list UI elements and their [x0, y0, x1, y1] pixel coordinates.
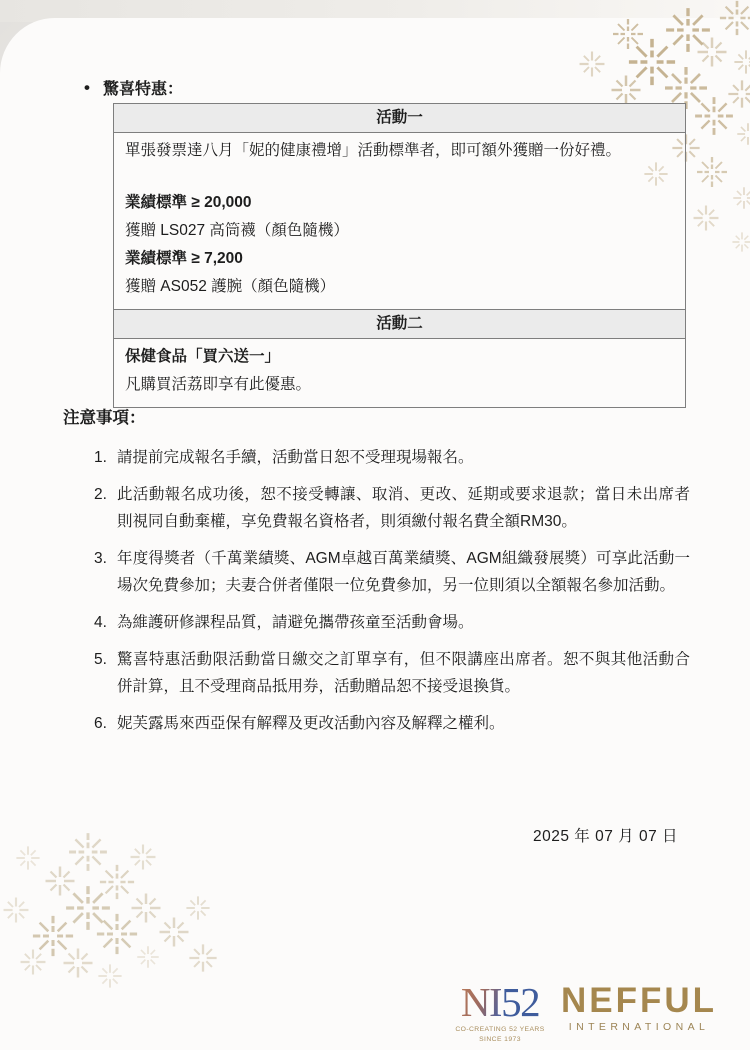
activity2-cell [114, 339, 686, 408]
nefful-logo [561, 981, 718, 1034]
activity2-subtitle: 保健食品「買六送一」 [125, 348, 281, 365]
promo-heading: 驚喜特惠： [102, 81, 183, 98]
date-stamp: 2025 年 07 月 07 日 [533, 828, 678, 845]
note-item-2: 2. 此活動報名成功後，恕不接受轉讓、取消、更改、延期或要求退款；當日未出席者則視同自動棄權，享免費報名資格者，則須繳付報名費全額RM30。 [94, 486, 690, 530]
activity2-body: 凡購買活荔即享有此優惠。 [125, 376, 312, 393]
notes-section [63, 404, 690, 747]
ni52-anniversary-logo [452, 979, 548, 1045]
note-item-5: 5. 驚喜特惠活動限活動當日繳交之訂單享有，但不限講座出席者。恕不與其他活動合併計算，且不受理商品抵用券，活動贈品恕不接受退換貨。 [94, 651, 690, 695]
footer-logos [452, 979, 718, 1045]
note-item-4: 4. 為維護研修課程品質，請避免攜帶孩童至活動會場。 [94, 614, 474, 631]
activity1-intro: 單張發票達八月「妮的健康禮增」活動標準者，即可額外獲贈一份好禮。 [125, 142, 622, 159]
note-item-6: 6. 妮芙露馬來西亞保有解釋及更改活動內容及解釋之權利。 [94, 715, 505, 732]
bullet-icon: • [84, 78, 90, 97]
activity1-header: 活動一 [114, 104, 686, 133]
notes-heading: 注意事項： [63, 409, 146, 427]
promo-heading-line [84, 76, 183, 99]
activity1-cell [114, 133, 686, 310]
note-item-1: 1. 請提前完成報名手續，活動當日恕不受理現場報名。 [94, 449, 474, 466]
nefful-subtitle: INTERNATIONAL [568, 1021, 710, 1034]
tier2-standard: 業績標準 ≥ 7,200 [125, 250, 243, 267]
tier1-standard: 業績標準 ≥ 20,000 [125, 194, 252, 211]
ni52-tagline: CO-CREATING 52 YEARS SINCE 1973 [455, 1025, 545, 1043]
nefful-wordmark: NEFFUL [561, 981, 718, 1020]
note-item-3: 3. 年度得獎者（千萬業績獎、AGM卓越百萬業績獎、AGM組織發展獎）可享此活動一場次免費參加；夫妻合併者僅限一位免費參加，另一位則須以全額報名參加活動。 [94, 550, 690, 594]
tier1-gift: 獲贈 LS027 高筒襪（顏色隨機） [125, 222, 349, 239]
tier2-gift: 獲贈 AS052 護腕（顏色隨機） [125, 278, 336, 295]
notes-list [63, 444, 690, 737]
activity2-header: 活動二 [114, 310, 686, 339]
ni52-wordmark: NI52 [460, 979, 540, 1025]
activities-table [113, 103, 686, 408]
